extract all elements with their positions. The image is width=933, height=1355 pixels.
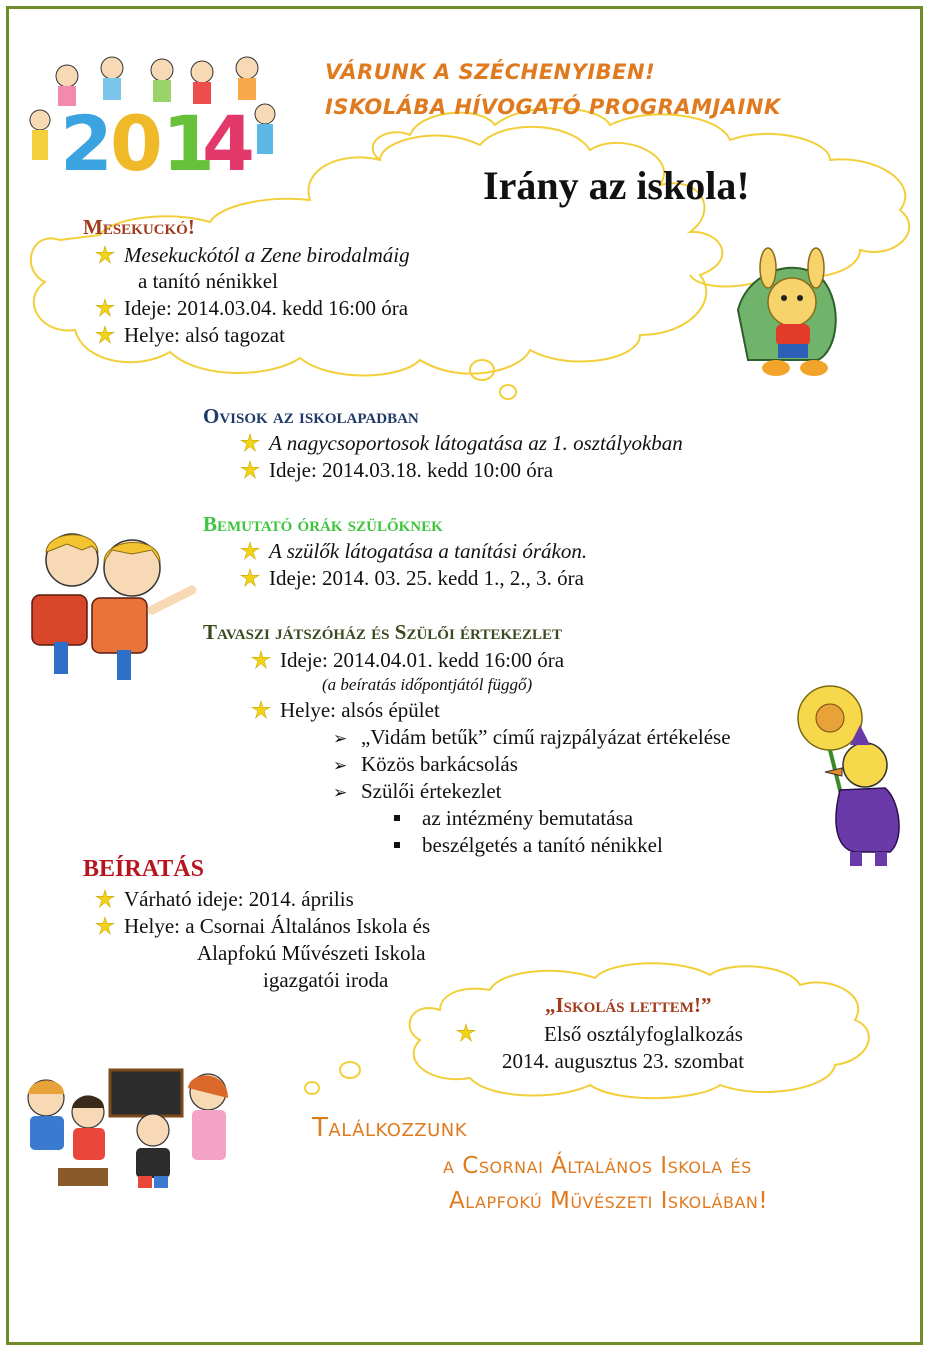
beiratas-item-2c: igazgatói iroda (263, 968, 389, 992)
tavaszi-item-1: Ideje: 2014.04.01. kedd 16:00 óra (252, 647, 564, 673)
iskolas-line-2: 2014. augusztus 23. szombat (502, 1049, 745, 1073)
footer-line3: Alapfokú Művészeti Iskolában! (449, 1188, 769, 1214)
star-bullet-icon (96, 890, 114, 908)
tavaszi-heading: Tavaszi játszóház és Szülői értekezlet (203, 620, 563, 644)
footer-line1: Találkozzunk (312, 1113, 468, 1143)
iskolas-heading: „Iskolás lettem!” (545, 993, 712, 1017)
mesekucko-item-2: Ideje: 2014.03.04. kedd 16:00 óra (96, 295, 408, 321)
bunny-illustration (728, 250, 858, 382)
year-digits (60, 99, 255, 188)
star-bullet-icon (96, 326, 114, 344)
star-bullet-icon (96, 299, 114, 317)
mesekucko-item-3: Helye: alsó tagozat (96, 322, 285, 348)
mesekucko-heading: Mesekuckó! (83, 215, 195, 239)
cloud-tail-bottom (305, 1062, 360, 1094)
tavaszi-subsub-2: beszélgetés a tanító nénikkel (394, 832, 663, 858)
star-bullet-icon (241, 542, 259, 560)
tavaszi-note: (a beíratás időpontjától függő) (322, 675, 533, 694)
arrow-bullet-icon: ➢ (333, 729, 348, 748)
tavaszi-sub-3: ➢ Szülői értekezlet (333, 778, 502, 806)
star-bullet-icon (241, 434, 259, 452)
ovisok-item-1: A nagycsoportosok látogatása az 1. osztályokban (241, 430, 683, 456)
bemutato-item-2: Ideje: 2014. 03. 25. kedd 1., 2., 3. óra (241, 565, 584, 591)
year-digit-1: 1 (162, 99, 215, 188)
header-line1: VÁRUNK A SZÉCHENYIBEN! (325, 60, 656, 84)
beiratas-item-1: Várható ideje: 2014. április (96, 886, 354, 912)
tavaszi-sub-1: ➢ „Vidám betűk” című rajzpályázat értékelése (333, 724, 731, 752)
square-bullet-icon (394, 842, 400, 848)
arrow-bullet-icon: ➢ (333, 783, 348, 802)
bemutato-item-1: A szülők látogatása a tanítási órákon. (241, 538, 587, 564)
kids-2014-illustration (22, 48, 280, 188)
mesekucko-item-1: Mesekuckótól a Zene birodalmáig (96, 242, 410, 268)
page-title: Irány az iskola! (483, 163, 750, 208)
classroom-kids-illustration (18, 1068, 233, 1196)
square-bullet-icon (394, 815, 400, 821)
header-line2: ISKOLÁBA HÍVOGATÓ PROGRAMJAINK (325, 95, 781, 119)
beiratas-item-2b: Alapfokú Művészeti Iskola (197, 941, 426, 965)
footer-line2: a Csornai Általános Iskola és (443, 1153, 752, 1179)
year-digit-2: 2 (60, 99, 113, 188)
arrow-bullet-icon: ➢ (333, 756, 348, 775)
duck-flower-illustration (780, 680, 920, 885)
tavaszi-sub-2: ➢ Közös barkácsolás (333, 751, 518, 779)
bemutato-heading: Bemutató órák szülőknek (203, 512, 443, 536)
schoolkids-illustration (12, 520, 202, 688)
mesekucko-item-1b: a tanító nénikkel (138, 269, 278, 293)
star-bullet-icon (96, 917, 114, 935)
star-bullet-icon (96, 246, 114, 264)
ovisok-item-2: Ideje: 2014.03.18. kedd 10:00 óra (241, 457, 553, 483)
ovisok-heading: Ovisok az iskolapadban (203, 404, 419, 428)
year-digit-0: 0 (110, 99, 163, 188)
tavaszi-subsub-1: az intézmény bemutatása (394, 805, 633, 831)
star-bullet-icon (241, 461, 259, 479)
star-bullet-icon (252, 651, 270, 669)
beiratas-heading: BEÍRATÁS (83, 856, 204, 882)
star-bullet-icon (457, 1024, 475, 1042)
tavaszi-item-2: Helye: alsós épület (252, 697, 440, 723)
star-bullet-icon (252, 701, 270, 719)
iskolas-line-1: Első osztályfoglalkozás (544, 1022, 743, 1046)
beiratas-item-2: Helye: a Csornai Általános Iskola és (96, 913, 430, 939)
year-digit-4: 4 (202, 99, 255, 188)
star-bullet-icon (241, 569, 259, 587)
